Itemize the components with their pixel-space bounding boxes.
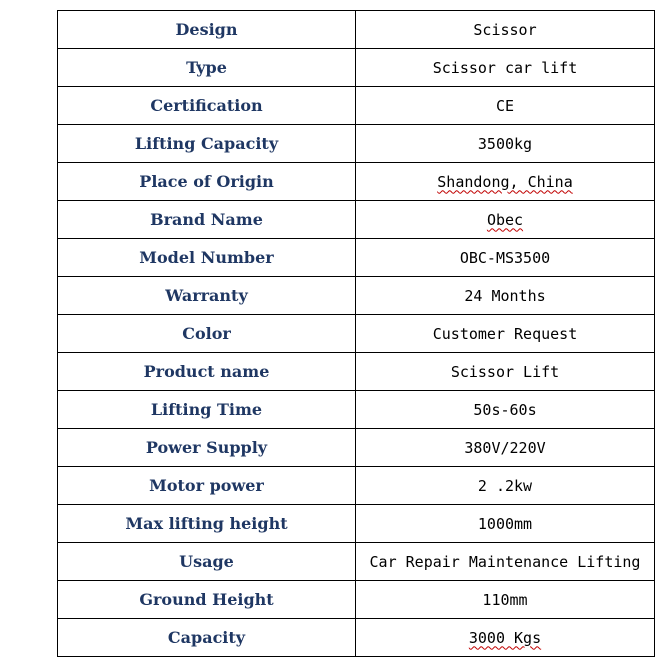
table-row [58,353,655,391]
table-row [58,125,655,163]
table-row [58,239,655,277]
spec-label-usage: Usage [58,543,356,581]
spec-value-color: Customer Request [356,315,655,353]
table-row [58,49,655,87]
spec-value-power-supply: 380V/220V [356,429,655,467]
spec-value-lifting-capacity: 3500kg [356,125,655,163]
table-row [58,11,655,49]
spec-value-place-of-origin: Shandong, China [437,172,573,191]
spec-value-type: Scissor car lift [356,49,655,87]
spec-value-usage: Car Repair Maintenance Lifting [356,543,655,581]
spec-value-lifting-time: 50s-60s [356,391,655,429]
spec-value-certification: CE [356,87,655,125]
spec-label-power-supply: Power Supply [58,429,356,467]
spec-table [57,10,655,657]
spec-label-design: Design [58,11,356,49]
spec-label-warranty: Warranty [58,277,356,315]
table-row [58,505,655,543]
spec-value-motor-power: 2 .2kw [356,467,655,505]
spec-label-place-of-origin: Place of Origin [58,163,356,201]
spec-label-brand-name: Brand Name [58,201,356,239]
spec-value-brand-name-cell [356,201,655,239]
spec-value-design: Scissor [356,11,655,49]
spec-value-place-of-origin-cell [356,163,655,201]
table-row [58,581,655,619]
spec-label-type: Type [58,49,356,87]
spec-label-color: Color [58,315,356,353]
spec-value-product-name: Scissor Lift [356,353,655,391]
spec-label-motor-power: Motor power [58,467,356,505]
spec-label-product-name: Product name [58,353,356,391]
table-row [58,467,655,505]
spec-label-lifting-time: Lifting Time [58,391,356,429]
spec-value-model-number: OBC-MS3500 [356,239,655,277]
spec-label-ground-height: Ground Height [58,581,356,619]
spec-label-lifting-capacity: Lifting Capacity [58,125,356,163]
spec-label-max-lifting-height: Max lifting height [58,505,356,543]
table-row [58,391,655,429]
table-row [58,619,655,657]
spec-value-capacity-cell [356,619,655,657]
table-row [58,163,655,201]
table-row [58,543,655,581]
spec-label-capacity: Capacity [58,619,356,657]
table-row [58,201,655,239]
table-row [58,277,655,315]
table-row [58,315,655,353]
spec-label-model-number: Model Number [58,239,356,277]
spec-value-ground-height: 110mm [356,581,655,619]
spec-value-capacity: 3000 Kgs [468,628,542,647]
spec-value-brand-name: Obec [486,210,524,229]
spec-label-certification: Certification [58,87,356,125]
spec-value-warranty: 24 Months [356,277,655,315]
spec-value-max-lifting-height: 1000mm [356,505,655,543]
table-row [58,429,655,467]
table-row [58,87,655,125]
